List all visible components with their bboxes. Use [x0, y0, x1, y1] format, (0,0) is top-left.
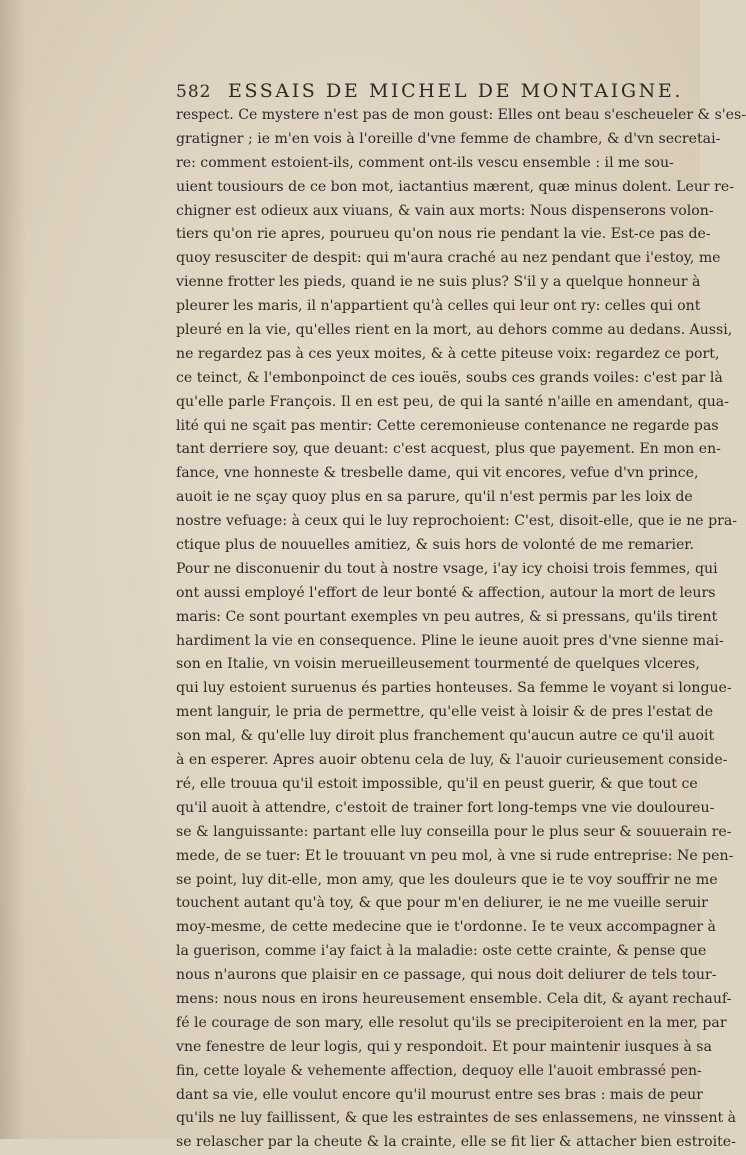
text-line: tant derriere soy, que deuant: c'est acquest, plus que payement. En mon en- — [176, 441, 721, 458]
text-line: lité qui ne sçait pas mentir: Cette ceremonieuse contenance ne regarde pas — [176, 417, 719, 434]
text-line: se relascher par la cheute & la crainte, elle se fit lier & attacher bien estroite- — [176, 1134, 736, 1151]
text-line: fance, vne honneste & tresbelle dame, qui vit encores, vefue d'vn prince, — [176, 465, 699, 482]
text-line: moy-mesme, de cette medecine que ie t'ordonne. Ie te veux accompagner à — [176, 919, 716, 936]
text-line: mede, de se tuer: Et le trouuant vn peu mol, à vne si rude entreprise: Ne pen- — [176, 847, 734, 864]
text-line: qu'elle parle François. Il en est peu, de qui la santé n'aille en amendant, qua- — [176, 393, 729, 410]
page-header — [176, 80, 683, 106]
text-line: la guerison, comme i'ay faict à la maladie: oste cette crainte, & pense que — [176, 943, 707, 960]
text-line: fé le courage de son mary, elle resolut qu'ils se precipiteroient en la mer, par — [176, 1014, 727, 1031]
text-line: pleuré en la vie, qu'elles rient en la mort, au dehors comme au dedans. Aussi, — [176, 322, 733, 339]
page-binding-shadow — [0, 0, 26, 1139]
text-line: se point, luy dit-elle, mon amy, que les douleurs que ie te voy souffrir ne me — [176, 871, 718, 888]
text-line: se & languissante: partant elle luy conseilla pour le plus seur & souuerain re- — [176, 823, 732, 840]
text-line: mens: nous nous en irons heureusement ensemble. Cela dit, & ayant rechauf- — [176, 990, 732, 1007]
text-line: ne regardez pas à ces yeux moites, & à cette piteuse voix: regardez ce port, — [176, 345, 720, 362]
text-line: quoy resusciter de despit: qui m'aura craché au nez pendant que i'estoy, me — [176, 250, 721, 267]
text-line: son en Italie, vn voisin merueilleusement tourmenté de quelques vlceres, — [176, 656, 700, 673]
text-line: son mal, & qu'elle luy diroit plus franchement qu'aucun autre ce qu'il auoit — [176, 728, 715, 745]
text-line: tiers qu'on rie apres, pourueu qu'on nous rie pendant la vie. Est-ce pas de- — [176, 226, 711, 243]
text-line: ment languir, le pria de permettre, qu'elle veist à loisir & de pres l'estat de — [176, 704, 714, 721]
text-line: qui luy estoient suruenus és parties honteuses. Sa femme le voyant si longue- — [176, 680, 732, 697]
text-line: re: comment estoient-ils, comment ont-ils vescu ensemble : il me sou- — [176, 154, 674, 171]
text-line: touchent autant qu'à toy, & que pour m'en deliurer, ie ne me vueille seruir — [176, 895, 708, 912]
text-line: vne fenestre de leur logis, qui y respondoit. Et pour maintenir iusques à sa — [176, 1038, 712, 1055]
text-line: ré, elle trouua qu'il estoit impossible, qu'il en peust guerir, & que tout ce — [176, 775, 698, 792]
text-line: maris: Ce sont pourtant exemples vn peu autres, & si pressans, qu'ils tirent — [176, 608, 718, 625]
text-line: ctique plus de nouuelles amitiez, & suis hors de volonté de me remarier. — [176, 537, 694, 554]
text-line: fin, cette loyale & vehemente affection, dequoy elle l'auoit embrassé pen- — [176, 1062, 702, 1079]
text-line: ce teinct, & l'embonpoinct de ces iouës, soubs ces grands voiles: c'est par là — [176, 369, 723, 386]
text-line: vienne frotter les pieds, quand ie ne suis plus? S'il y a quelque honneur à — [176, 274, 701, 291]
text-line: ont aussi employé l'effort de leur bonté & affection, autour la mort de leurs — [176, 584, 716, 601]
running-title: ESSAIS DE MICHEL DE MONTAIGNE. — [228, 80, 683, 102]
text-line: chigner est odieux aux viuans, & vain aux morts: Nous dispenserons volon- — [176, 202, 714, 219]
text-line: pleurer les maris, il n'appartient qu'à celles qui leur ont ry: celles qui ont — [176, 298, 701, 315]
text-line: auoit ie ne sçay quoy plus en sa parure, qu'il n'est permis par les loix de — [176, 489, 693, 506]
page-number: 582 — [176, 82, 212, 102]
text-line: gratigner ; ie m'en vois à l'oreille d'vne femme de chambre, & d'vn secretai- — [176, 130, 721, 147]
text-line: nous n'aurons que plaisir en ce passage, qui nous doit deliurer de tels tour- — [176, 967, 717, 984]
text-line: respect. Ce mystere n'est pas de mon goust: Elles ont beau s'escheueler & s'es- — [176, 107, 746, 123]
text-line: qu'il auoit à attendre, c'estoit de trainer fort long-temps vne vie douloureu- — [176, 799, 715, 816]
text-line: nostre vefuage: à ceux qui le luy reprochoient: C'est, disoit-elle, que ie ne pra- — [176, 513, 738, 530]
text-line: qu'ils ne luy faillissent, & que les estraintes de ses enlassemens, ne vinssent à — [176, 1110, 737, 1127]
text-line: Pour ne disconuenir du tout à nostre vsage, i'ay icy choisi trois femmes, qui — [176, 560, 718, 577]
text-line: hardiment la vie en consequence. Pline le ieune auoit pres d'vne sienne mai- — [176, 632, 724, 649]
body-text — [176, 104, 746, 1155]
text-line: à en esperer. Apres auoir obtenu cela de luy, & l'auoir curieusement conside- — [176, 752, 728, 769]
text-line: dant sa vie, elle voulut encore qu'il mourust entre ses bras : mais de peur — [176, 1086, 703, 1103]
text-line: uient tousiours de ce bon mot, iactantius mærent, quæ minus dolent. Leur re- — [176, 178, 734, 195]
